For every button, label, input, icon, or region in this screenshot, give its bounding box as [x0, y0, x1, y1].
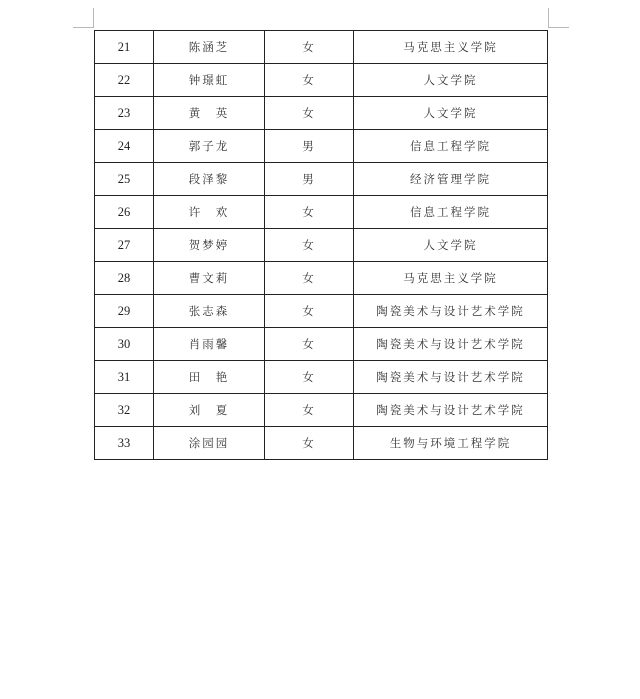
- row-number: 21: [95, 31, 154, 64]
- table-row: [95, 295, 548, 328]
- student-gender: 女: [265, 97, 354, 130]
- student-name: 黄 英: [154, 97, 265, 130]
- row-number: 27: [95, 229, 154, 262]
- student-gender: 女: [265, 295, 354, 328]
- row-number: 26: [95, 196, 154, 229]
- student-name: 段泽黎: [154, 163, 265, 196]
- student-college: 人文学院: [354, 229, 548, 262]
- table-row: [95, 328, 548, 361]
- row-number: 23: [95, 97, 154, 130]
- student-gender: 女: [265, 31, 354, 64]
- table-row: [95, 427, 548, 460]
- crop-mark-top-right: [549, 27, 569, 28]
- student-gender: 女: [265, 361, 354, 394]
- table-row: [95, 262, 548, 295]
- student-college: 信息工程学院: [354, 196, 548, 229]
- table-row: [95, 31, 548, 64]
- student-name: 钟璟虹: [154, 64, 265, 97]
- student-college: 人文学院: [354, 97, 548, 130]
- student-name: 曹文莉: [154, 262, 265, 295]
- table-row: [95, 64, 548, 97]
- student-name: 贺梦婷: [154, 229, 265, 262]
- student-college: 马克思主义学院: [354, 31, 548, 64]
- roster-body: [95, 31, 548, 460]
- table-row: [95, 130, 548, 163]
- row-number: 25: [95, 163, 154, 196]
- row-number: 30: [95, 328, 154, 361]
- row-number: 22: [95, 64, 154, 97]
- student-name: 田 艳: [154, 361, 265, 394]
- student-college: 生物与环境工程学院: [354, 427, 548, 460]
- student-gender: 女: [265, 64, 354, 97]
- row-number: 28: [95, 262, 154, 295]
- student-name: 张志森: [154, 295, 265, 328]
- student-college: 马克思主义学院: [354, 262, 548, 295]
- row-number: 32: [95, 394, 154, 427]
- student-college: 陶瓷美术与设计艺术学院: [354, 328, 548, 361]
- student-college: 信息工程学院: [354, 130, 548, 163]
- student-name: 涂园园: [154, 427, 265, 460]
- student-gender: 女: [265, 328, 354, 361]
- student-name: 郭子龙: [154, 130, 265, 163]
- student-college: 陶瓷美术与设计艺术学院: [354, 394, 548, 427]
- row-number: 33: [95, 427, 154, 460]
- crop-mark-top-right: [548, 8, 549, 28]
- student-name: 肖雨馨: [154, 328, 265, 361]
- student-name: 许 欢: [154, 196, 265, 229]
- table-row: [95, 196, 548, 229]
- student-gender: 女: [265, 229, 354, 262]
- student-name: 刘 夏: [154, 394, 265, 427]
- row-number: 24: [95, 130, 154, 163]
- row-number: 31: [95, 361, 154, 394]
- student-gender: 女: [265, 427, 354, 460]
- student-name: 陈涵芝: [154, 31, 265, 64]
- student-gender: 女: [265, 394, 354, 427]
- table-row: [95, 361, 548, 394]
- student-college: 陶瓷美术与设计艺术学院: [354, 361, 548, 394]
- student-college: 人文学院: [354, 64, 548, 97]
- table-row: [95, 163, 548, 196]
- student-college: 经济管理学院: [354, 163, 548, 196]
- crop-mark-top-left: [73, 27, 93, 28]
- student-roster-table: [94, 30, 548, 460]
- row-number: 29: [95, 295, 154, 328]
- table-row: [95, 97, 548, 130]
- student-gender: 男: [265, 130, 354, 163]
- crop-mark-top-left: [93, 8, 94, 28]
- table-row: [95, 229, 548, 262]
- table-row: [95, 394, 548, 427]
- student-gender: 男: [265, 163, 354, 196]
- student-gender: 女: [265, 196, 354, 229]
- student-college: 陶瓷美术与设计艺术学院: [354, 295, 548, 328]
- student-gender: 女: [265, 262, 354, 295]
